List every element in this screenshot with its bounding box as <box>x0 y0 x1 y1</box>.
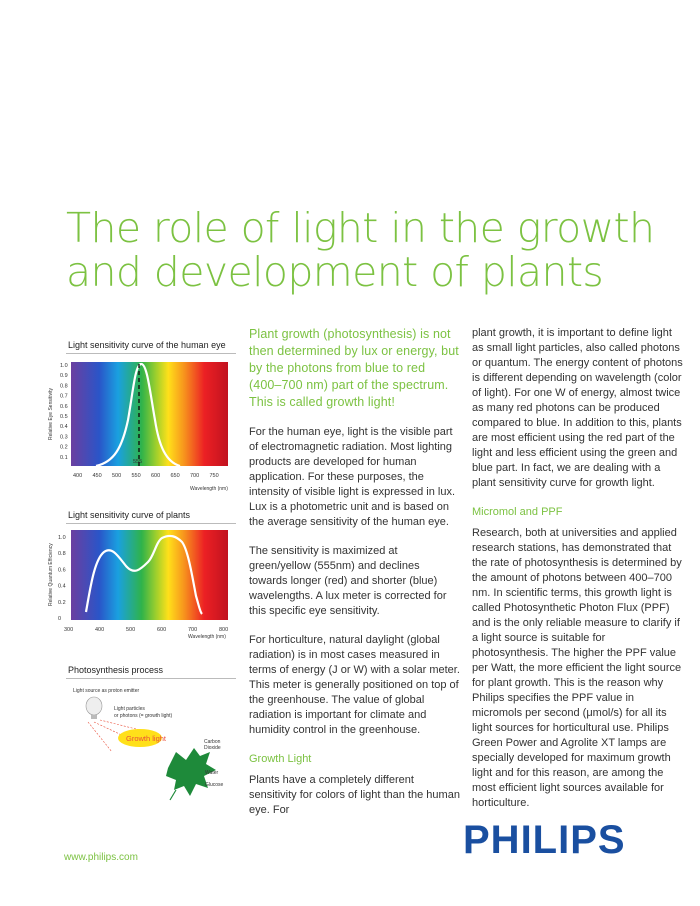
plant-x-tick-label: 500 <box>126 627 136 633</box>
philips-logo: PHILIPS <box>463 818 626 862</box>
photosynthesis-title: Photosynthesis process <box>68 665 164 675</box>
title-line-1: The role of light in the growth <box>66 204 655 252</box>
plant-x-tick-label: 800 <box>219 627 229 633</box>
plant-y-tick-label: 1.0 <box>58 535 66 541</box>
eye-y-tick-label: 0.6 <box>60 403 68 410</box>
section-heading-micromol: Micromol and PPF <box>472 506 563 518</box>
growth-light-label: Growth light <box>126 734 167 743</box>
eye-y-tick-label: 0.3 <box>60 434 68 441</box>
eye-ylabel: Relative Eye Sensitivity <box>48 388 54 440</box>
plant-ylabel: Relative Quantum Efficiency <box>48 543 54 606</box>
plant-x-tick-label: 600 <box>157 627 167 633</box>
eye-x-tick-label: 400 <box>73 473 83 479</box>
peak-label: 555 <box>133 459 143 465</box>
eye-y-tick-label: 0.1 <box>60 454 68 461</box>
eye-x-tick-label: 600 <box>151 473 161 479</box>
eye-y-tick-label: 1.0 <box>60 363 68 369</box>
paragraph: Research, both at universities and applied research stations, has demonstrated that the rate of photosynthesis is determined by the amount of photons between 400–700 nm. In scientific terms, this growth light is called Photosynthetic Photon Flux (PPF) and is the only reliable measure to clarify if a light source is suitable for photosynthesis. The higher the PPF value per Watt, the more efficient the light source for plant growth. This is the reason why Philips specifies the PPF value in micromols per second (μmol/s) for all its light sources for horticultural use. Philips Green Power and Agrolite XT lamps are specially developed for maximum growth light and for this reason, are among the most efficient light sources available for horticulture. <box>472 527 682 809</box>
section-heading-growth-light: Growth Light <box>249 753 312 765</box>
glucose-label: Glucose <box>205 782 224 788</box>
plant-y-tick-label: 0 <box>58 616 62 622</box>
eye-x-tick-label: 750 <box>209 473 219 479</box>
particles-label: Light particles <box>114 706 145 712</box>
eye-y-tick-label: 0.8 <box>60 383 68 390</box>
website-link[interactable]: www.philips.com <box>64 852 138 863</box>
eye-x-tick-label: 500 <box>112 473 122 479</box>
eye-y-tick-label: 0.7 <box>60 393 68 400</box>
particles-label-2: or photons (= growth light) <box>114 713 173 719</box>
plant-y-tick-label: 0.4 <box>58 583 66 590</box>
paragraph: Plants have a completely different sensitivity for colors of light than the human eye. For <box>249 774 460 816</box>
eye-xlabel: Wavelength (nm) <box>190 486 228 492</box>
text-column-middle <box>249 326 461 832</box>
lamp-bulb <box>86 697 102 715</box>
plant-x-tick-label: 300 <box>64 627 74 633</box>
paragraph: plant growth, it is important to define light as small light particles, also called photons or quantum. The energy content of photons is different depending on wavelength (color of light). For one W of energy, almost twice as many red photons can be produced compared to blue. In addition to this, plants are most efficient using the red part of the light and less efficient using the green and blue part. In fact, we are dealing with a plant sensitivity curve for growth light. <box>472 327 683 489</box>
eye-x-tick-label: 650 <box>170 473 180 479</box>
plant-y-tick-label: 0.8 <box>58 551 66 558</box>
title-line-2: and development of plants <box>66 248 604 296</box>
plant-curve-title: Light sensitivity curve of plants <box>68 510 191 520</box>
eye-y-tick-label: 0.4 <box>60 424 68 431</box>
paragraph: The sensitivity is maximized at green/yellow (555nm) and declines towards longer (red) and shorter (blue) wavelengths. A lux meter is corrected for this specific eye sensitivity. <box>249 545 447 617</box>
eye-curve-title: Light sensitivity curve of the human eye <box>68 340 226 350</box>
eye-y-tick-label: 0.2 <box>60 444 68 451</box>
text-column-right <box>472 326 684 825</box>
carbon-label: Carbon <box>204 739 221 745</box>
paragraph: For horticulture, natural daylight (global radiation) is in most cases measured in terms of energy (J or W) with a solar meter. This meter is generally positioned on top of the greenhouse. The value of global radiation is important for climate and humidity control in the greenhouse. <box>249 634 460 736</box>
source-label: Light source as proton emitter <box>73 688 140 694</box>
plant-y-tick-label: 0.2 <box>58 599 66 606</box>
dioxide-label: Dioxide <box>204 745 221 751</box>
eye-x-tick-label: 700 <box>190 473 200 479</box>
plant-xlabel: Wavelength (nm) <box>188 634 226 640</box>
eye-y-tick-label: 0.5 <box>60 414 68 420</box>
eye-y-tick-label: 0.9 <box>60 373 68 380</box>
eye-x-tick-label: 450 <box>92 473 102 479</box>
paragraph: For the human eye, light is the visible part of electromagnetic radiation. Most lighting products are developed for human application. For these purposes, the intensity of visible light is expressed in lux. Lux is a photometric unit and is based on the average sensitivity of the human eye. <box>249 426 456 528</box>
plant-x-tick-label: 700 <box>188 627 198 633</box>
eye-x-tick-label: 550 <box>131 473 141 479</box>
plant-y-tick-label: 0.6 <box>58 567 66 574</box>
water-label: Water <box>205 770 219 776</box>
lead-paragraph: Plant growth (photosynthesis) is not then determined by lux or energy, but by the photons from blue to red (400–700 nm) part of the spectrum. This is called growth light! <box>249 327 459 409</box>
plant-x-tick-label: 400 <box>95 627 105 633</box>
